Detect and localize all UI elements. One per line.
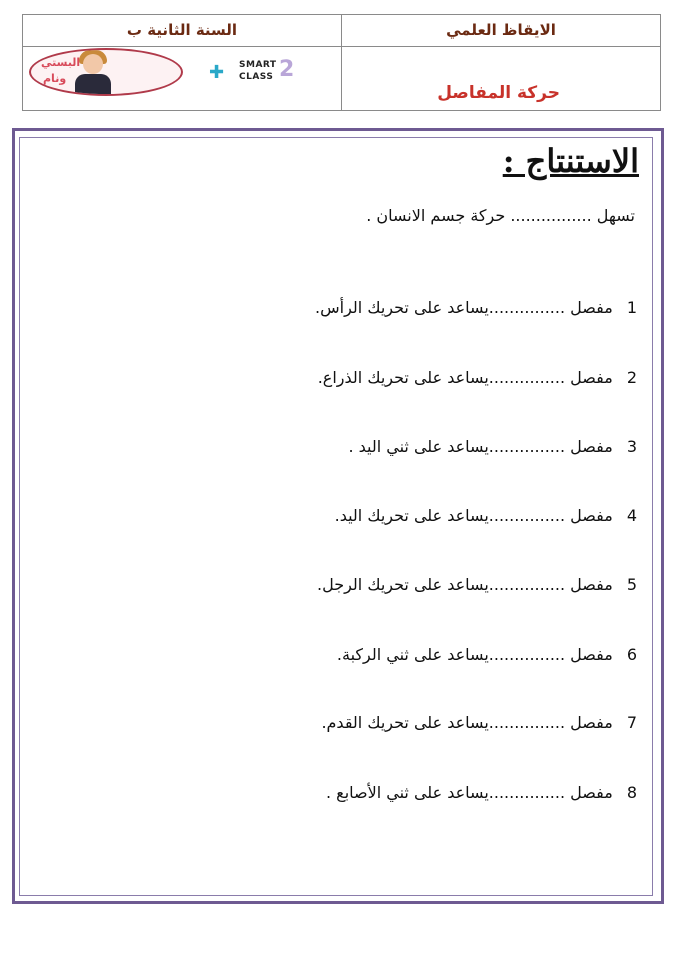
plus-icon: ✚ (209, 62, 225, 83)
list-item: 1مفصل ...............يساعد على تحريك الرأس. (315, 298, 637, 317)
intro-line: تسهل ................ حركة جسم الانسان . (366, 206, 635, 225)
list-item: 4مفصل ...............يساعد على تحريك اليد. (334, 506, 637, 525)
list-item: 7مفصل ...............يساعد على تحريك القدم. (321, 713, 637, 732)
list-item: 2مفصل ...............يساعد على تحريك الذراع. (317, 368, 637, 387)
grade-cell (23, 15, 342, 47)
smart-class-logo: ✚ SMART CLASS 2 (209, 57, 295, 83)
list-item: 6مفصل ...............يساعد على ثني الركبة. (336, 645, 637, 664)
subject-cell (342, 15, 661, 47)
teacher-logo: البستي ونام (29, 48, 183, 96)
lesson-title: حركة المفاصل (437, 83, 560, 103)
logos-cell (23, 47, 342, 111)
list-item: 3مفصل ...............يساعد على ثني اليد . (348, 437, 637, 456)
grade-label: السنة الثانية ب (126, 21, 238, 39)
lesson-cell (342, 47, 661, 111)
header-table (22, 14, 661, 111)
list-item: 5مفصل ...............يساعد على تحريك الرجل. (317, 575, 637, 594)
conclusion-heading: الاستنتاج : (502, 142, 639, 180)
list-item: 8مفصل ...............يساعد على ثني الأصابع . (326, 783, 637, 802)
subject-label: الايقاظ العلمي (446, 21, 556, 39)
